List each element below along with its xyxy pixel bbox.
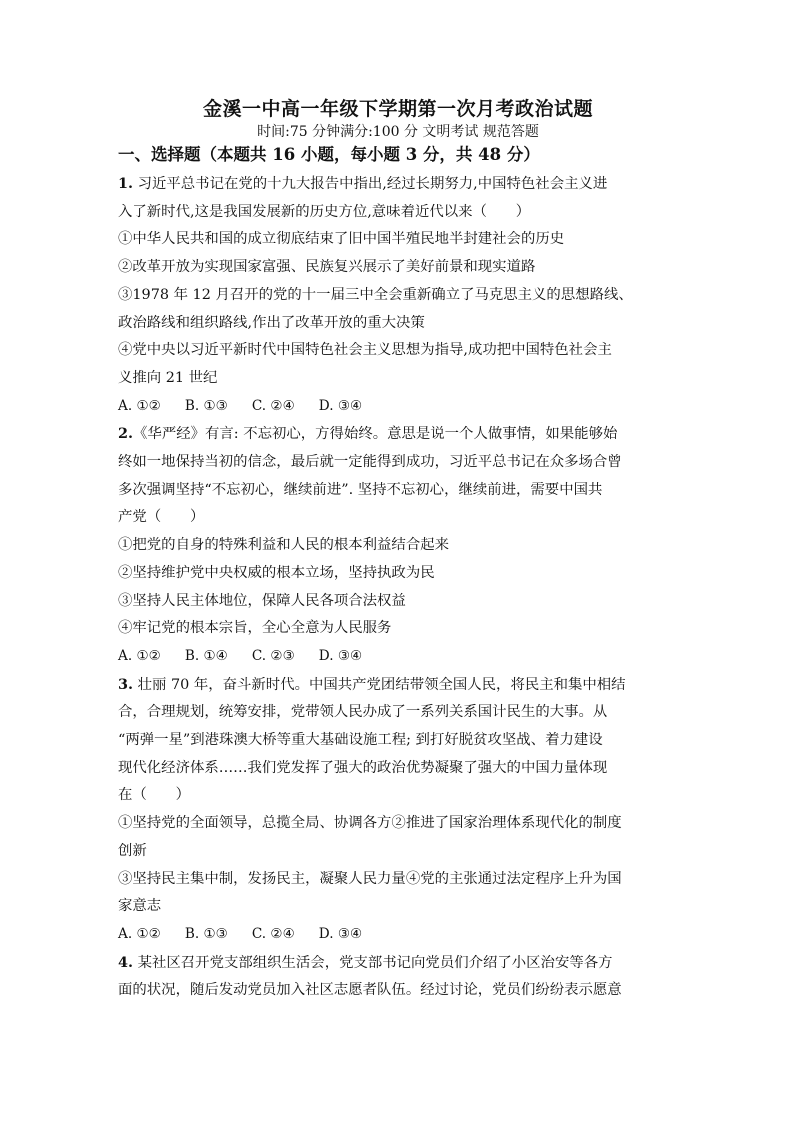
question-number: 2. xyxy=(118,425,134,443)
question-line: 合，合理规划，统筹安排，党带领人民办成了一系列关系国计民生的大事。从 xyxy=(118,704,608,721)
question-line: 习近平总书记在党的十九大报告中指出,经过长期努力,中国特色社会主义进 xyxy=(137,176,608,192)
answer-options xyxy=(118,643,678,671)
question-line: “两弹一星”到港珠澳大桥等重大基础设施工程; 到打好脱贫攻坚战、着力建设 xyxy=(118,732,603,749)
question-line: 多次强调坚持“不忘初心，继续前进”. 坚持不忘初心，继续前进，需要中国共 xyxy=(118,481,603,498)
option-b: B. ①③ xyxy=(184,925,228,942)
section-heading: 一、选择题（本题共 16 小题，每小题 3 分，共 48 分） xyxy=(118,145,540,164)
question-3 xyxy=(118,671,678,949)
question-item: 政治路线和组织路线,作出了改革开放的重大决策 xyxy=(118,314,425,331)
option-d: D. ③④ xyxy=(318,925,363,942)
question-item: ④牢记党的根本宗旨，全心全意为人民服务 xyxy=(118,620,392,637)
question-item: ③坚持民主集中制，发扬民主，凝聚人民力量④党的主张通过法定程序上升为国 xyxy=(118,870,622,887)
question-line: 某社区召开党支部组织生活会，党支部书记向党员们介绍了小区治安等各方 xyxy=(137,954,613,971)
option-b: B. ①③ xyxy=(184,397,228,414)
option-b: B. ①④ xyxy=(184,647,228,664)
question-line: 《华严经》有言: 不忘初心，方得始终。意思是说一个人做事情，如果能够始 xyxy=(133,426,618,443)
option-d: D. ③④ xyxy=(318,397,363,414)
option-a: A. ①② xyxy=(118,397,161,414)
question-item: ①坚持党的全面领导，总揽全局、协调各方②推进了国家治理体系现代化的制度 xyxy=(118,815,622,832)
question-item: ①中华人民共和国的成立彻底结束了旧中国半殖民地半封建社会的历史 xyxy=(118,231,565,248)
question-text xyxy=(118,170,678,199)
question-item: ①把党的自身的特殊利益和人民的根本利益结合起来 xyxy=(118,537,449,554)
question-line: 面的状况，随后发动党员加入社区志愿者队伍。经过讨论，党员们纷纷表示愿意 xyxy=(118,982,622,999)
question-line: 在（ ） xyxy=(118,787,190,804)
question-1 xyxy=(118,170,678,420)
question-number: 1. xyxy=(118,175,134,192)
question-number: 3. xyxy=(118,675,134,693)
question-item: 家意志 xyxy=(118,898,162,915)
exam-page xyxy=(118,96,678,1005)
question-text xyxy=(118,949,678,978)
question-item: ②改革开放为实现国家富强、民族复兴展示了美好前景和现实道路 xyxy=(118,259,536,276)
question-item: ④党中央以习近平新时代中国特色社会主义思想为指导,成功把中国特色社会主 xyxy=(118,342,612,359)
option-d: D. ③④ xyxy=(318,647,363,664)
question-item: ②坚持维护党中央权威的根本立场，坚持执政为民 xyxy=(118,564,435,581)
option-c: C. ②④ xyxy=(251,397,295,414)
answer-options xyxy=(118,393,678,421)
question-line: 终如一地保持当初的信念，最后就一定能得到成功，习近平总书记在众多场合曾 xyxy=(118,454,622,471)
question-item: 义推向 21 世纪 xyxy=(118,369,218,386)
exam-title: 金溪一中高一年级下学期第一次月考政治试题 xyxy=(202,98,593,120)
question-text xyxy=(118,671,678,700)
question-item: ③1978 年 12 月召开的党的十一届三中全会重新确立了马克思主义的思想路线、 xyxy=(118,286,633,303)
option-a: A. ①② xyxy=(118,925,161,942)
question-text xyxy=(118,420,678,449)
question-line: 入了新时代,这是我国发展新的历史方位,意味着近代以来（ ） xyxy=(118,203,531,220)
question-item: 创新 xyxy=(118,842,147,859)
question-item: ③坚持人民主体地位，保障人民各项合法权益 xyxy=(118,592,406,609)
option-c: C. ②④ xyxy=(251,925,295,942)
exam-subtitle: 时间:75 分钟满分:100 分 文明考试 规范答题 xyxy=(257,124,539,140)
option-c: C. ②③ xyxy=(251,647,295,664)
option-a: A. ①② xyxy=(118,647,161,664)
answer-options xyxy=(118,921,678,949)
question-number: 4. xyxy=(118,953,134,971)
question-2 xyxy=(118,420,678,670)
question-line: 壮丽 70 年，奋斗新时代。中国共产党团结带领全国人民，将民主和集中相结 xyxy=(137,676,626,693)
question-line: 现代化经济体系……我们党发挥了强大的政治优势凝聚了强大的中国力量体现 xyxy=(118,759,608,776)
question-line: 产党（ ） xyxy=(118,509,205,526)
question-4 xyxy=(118,949,678,1005)
